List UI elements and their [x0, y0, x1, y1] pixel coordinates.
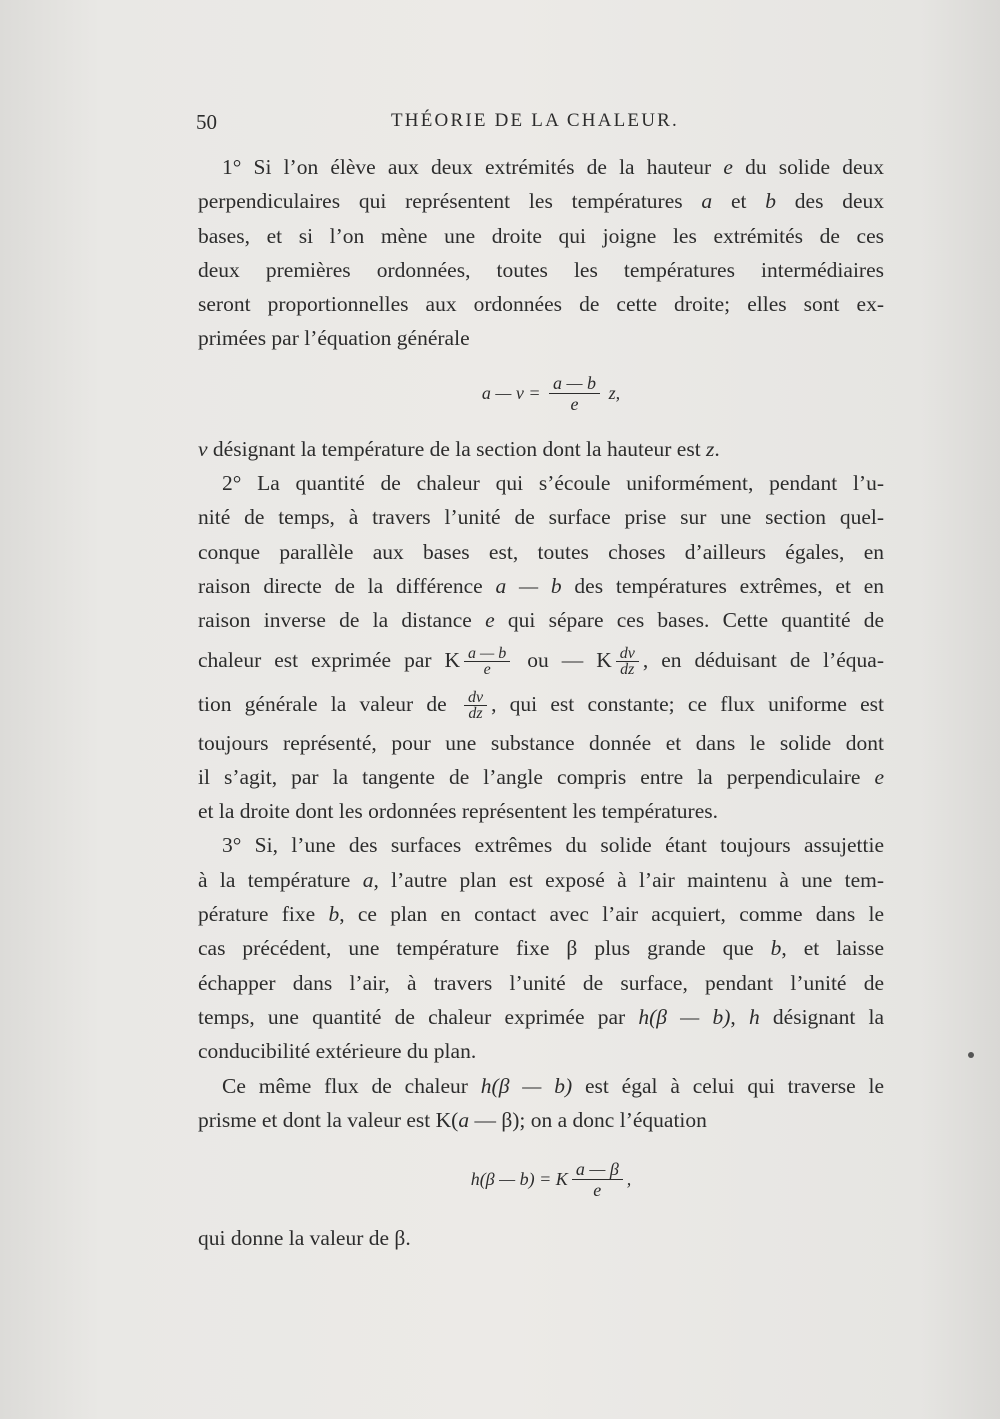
print-speck [968, 1052, 974, 1058]
text-line: à la température a, l’autre plan est exposé à l’air maintenu à une tem- [198, 867, 885, 892]
equation-fraction: $\frac{a — b}{e}$ [549, 373, 600, 414]
text-line: pérature fixe b, ce plan en contact avec l’air acquiert, comme dans le [198, 902, 884, 927]
text-line: et la droite dont les ordonnées représentent les températures. [198, 799, 718, 824]
inline-fraction: $\frac{dv}{dz}$ [616, 646, 639, 677]
text-line: conque parallèle aux bases est, toutes choses d’ailleurs égales, en [198, 539, 884, 564]
text-line: échapper dans l’air, à travers l’unité de surface, pendant l’unité de [198, 970, 884, 995]
page-number: 50 [196, 110, 217, 134]
text-line: 2° La quantité de chaleur qui s’écoule uniformément, pendant l’u- [222, 471, 884, 496]
inline-fraction: $\frac{a — b}{e}$ [464, 646, 510, 677]
equation-general: a — v = $\frac{a — b}{e}$ z, [481, 373, 621, 415]
text-line: il s’agit, par la tangente de l’angle compris entre la perpendiculaire e [198, 764, 884, 789]
text-line: conducibilité extérieure du plan. [198, 1039, 477, 1064]
text-line: cas précédent, une température fixe β plus grande que b, et laisse [198, 936, 885, 961]
text-line: perpendiculaires qui représentent les températures a et b des deux [198, 189, 885, 214]
text-line: chaleur est exprimée par K $\frac{a — b}{e}$ ou — K $\frac{dv}{dz}$ , en déduisant de l’équa- [198, 645, 884, 679]
text-line: temps, une quantité de chaleur exprimée par h(β — b), h désignant la [198, 1004, 885, 1029]
text-line: Ce même flux de chaleur h(β — b) est égal à celui qui traverse le [222, 1073, 885, 1098]
text-line: toujours représenté, pour une substance donnée et dans le solide dont [198, 730, 884, 755]
running-title: THÉORIE DE LA CHALEUR. [391, 110, 679, 131]
text-line: 3° Si, l’une des surfaces extrêmes du solide étant toujours assujettie [222, 833, 884, 858]
text-line: 1° Si l’on élève aux deux extrémités de la hauteur e du solide deux [222, 155, 885, 179]
equation-fraction: $\frac{a — \beta}{e}$ [572, 1159, 623, 1200]
text-line: nité de temps, à travers l’unité de surface prise sur une section quel- [198, 505, 884, 530]
page-header [196, 110, 886, 140]
inline-fraction: $\frac{dv}{dz}$ [464, 690, 487, 721]
text-line: deux premières ordonnées, toutes les températures intermédiaires [198, 257, 884, 282]
text-line: qui donne la valeur de β. [198, 1226, 411, 1251]
text-line: primées par l’équation générale [198, 326, 470, 351]
text-line: prisme et dont la valeur est K(a — β); on a donc l’équation [198, 1107, 707, 1132]
body-text [198, 150, 884, 1255]
text-line: tion générale la valeur de $\frac{dv}{dz}$ , qui est constante; ce flux uniforme est [198, 689, 885, 723]
text-line: v désignant la température de la section dont la hauteur est z. [198, 436, 720, 461]
text-line: bases, et si l’on mène une droite qui joigne les extrémités de ces [198, 223, 884, 248]
text-line: raison directe de la différence a — b des températures extrêmes, et en [198, 573, 884, 598]
text-line: raison inverse de la distance e qui sépare ces bases. Cette quantité de [198, 608, 885, 633]
equation-beta: h(β — b) = K $\frac{a — \beta}{e}$ , [470, 1158, 632, 1200]
text-line: seront proportionnelles aux ordonnées de cette droite; elles sont ex- [198, 292, 884, 317]
